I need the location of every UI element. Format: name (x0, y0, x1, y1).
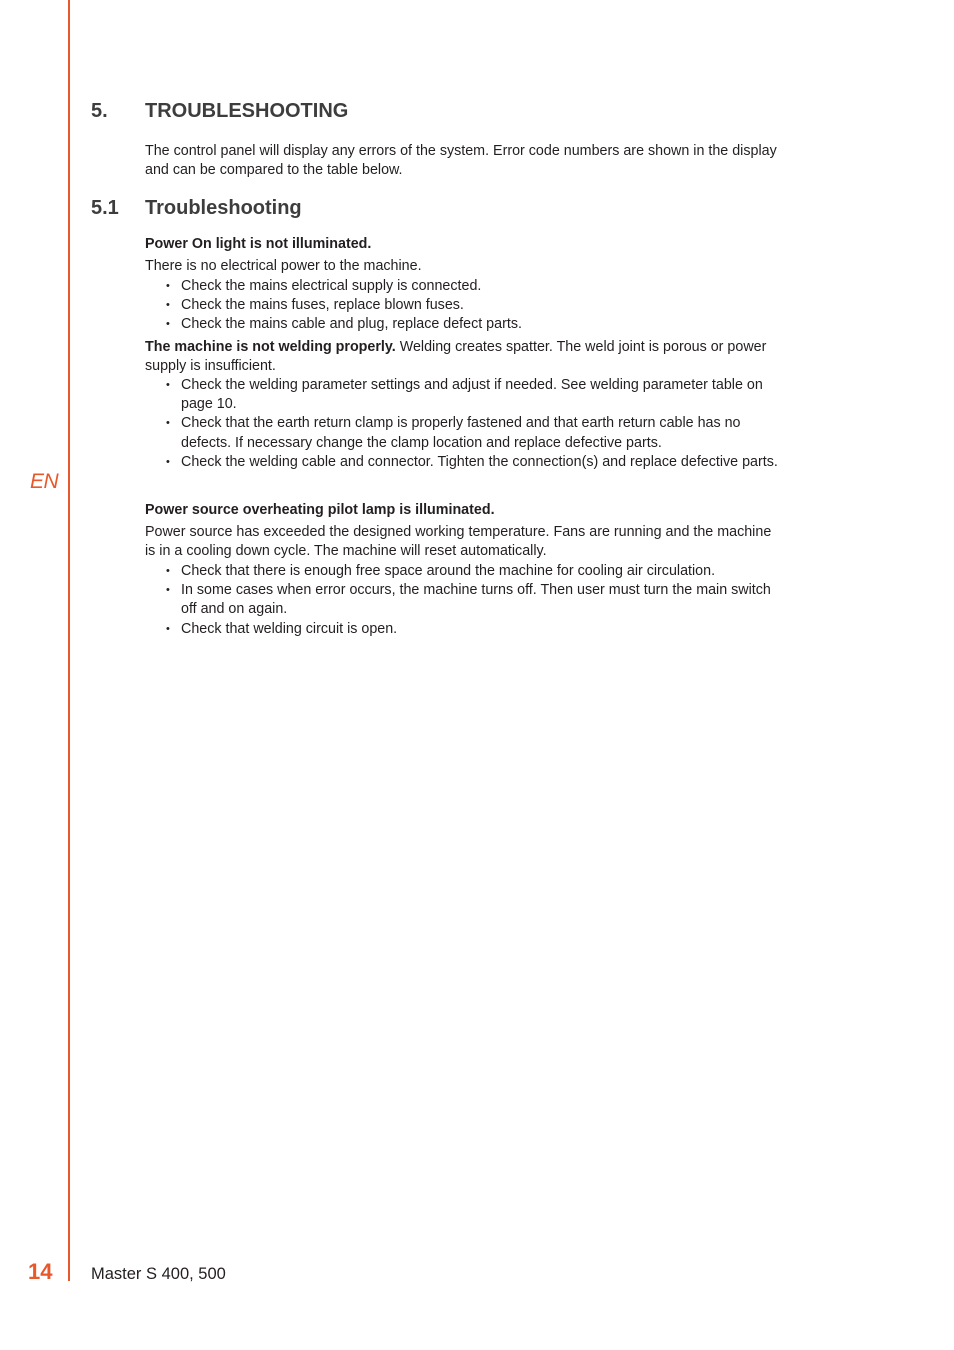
issue-title: The machine is not welding properly. (145, 339, 396, 355)
action-list (145, 562, 781, 639)
subsection-title: Troubleshooting (145, 197, 302, 219)
action-item: • Check the welding parameter settings and adjust if needed. See welding parameter table on page 10. (145, 376, 781, 414)
section-title: TROUBLESHOOTING (145, 100, 349, 122)
issue-paragraph (145, 338, 781, 376)
issue-description: There is no electrical power to the machine. (145, 258, 422, 274)
action-item: • Check that the earth return clamp is properly fastened and that earth return cable has no defects. If necessary change the clamp location and replace defective parts. (145, 414, 781, 452)
language-tab: EN (30, 470, 59, 493)
action-list (145, 277, 781, 335)
action-item: • Check that welding circuit is open. (145, 620, 781, 639)
action-item: • In some cases when error occurs, the machine turns off. Then user must turn the main switch off and on again. (145, 581, 781, 619)
section-number: 5. (91, 100, 108, 122)
action-list (145, 376, 781, 472)
section-heading (91, 100, 348, 123)
subsection-heading (91, 197, 302, 220)
subsection-number: 5.1 (91, 197, 119, 219)
action-item: • Check that there is enough free space around the machine for cooling air circulation. (145, 562, 781, 581)
action-item: • Check the mains cable and plug, replace defect parts. (145, 315, 781, 334)
action-item: • Check the welding cable and connector. Tighten the connection(s) and replace defective parts. (145, 453, 781, 472)
footer-doc-title: Master S 400, 500 (91, 1265, 226, 1283)
issue-title: Power On light is not illuminated. (145, 236, 372, 252)
action-item: • Check the mains fuses, replace blown fuses. (145, 296, 781, 315)
issue-description: Welding creates spatter. The weld joint is porous or power supply is insufficient. (145, 339, 767, 375)
issue-description: Power source has exceeded the designed working temperature. Fans are running and the machine is in a cooling down cycle. The machine will reset automatically. (145, 524, 772, 560)
page-number: 14 (28, 1259, 53, 1284)
issue-title: Power source overheating pilot lamp is illuminated. (145, 502, 495, 518)
action-item: • Check the mains electrical supply is connected. (145, 277, 781, 296)
margin-rule (68, 0, 70, 1281)
section-intro: The control panel will display any errors of the system. Error code numbers are shown in the display and can be compared to the table below. (145, 143, 777, 179)
